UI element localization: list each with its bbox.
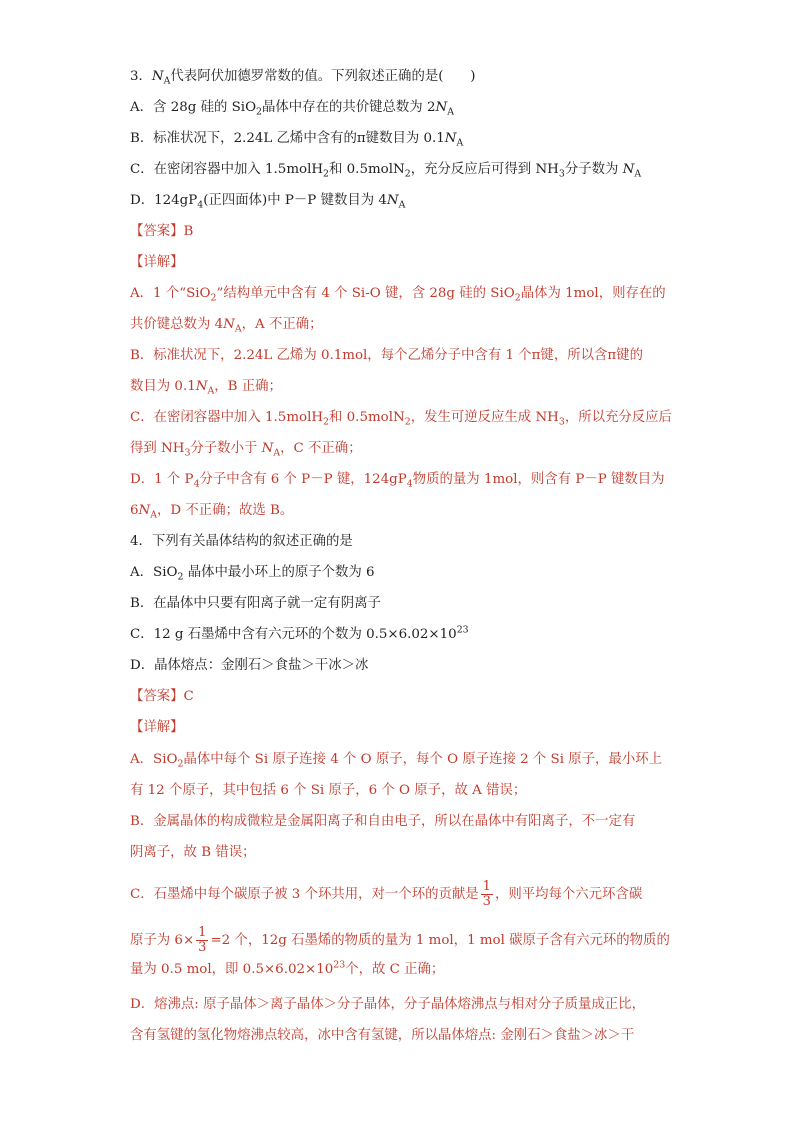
q4-answer: 【答案】C xyxy=(130,689,194,704)
q3-explanation-d-line2: $6N_A$，D 不正确；故选 B。 xyxy=(130,503,294,521)
q3-detail-heading: 【详解】 xyxy=(130,255,184,270)
q3-explanation-b-line2: 数目为 $0.1N_A$，B 正确； xyxy=(130,379,282,397)
q4-detail-heading: 【详解】 xyxy=(130,720,184,735)
q3-option-b: B．标准状况下，2.24L 乙烯中含有的π键数目为 $0.1N_A$ xyxy=(130,131,464,149)
q4-option-a: A．SiO$_2$ 晶体中最小环上的原子个数为 6 xyxy=(130,565,375,583)
q4-explanation-d-line2: 含有氢键的氢化物熔沸点较高，冰中含有氢键，所以晶体熔点: 金刚石＞食盐＞冰＞干 xyxy=(130,1028,635,1043)
q3-option-c: C．在密闭容器中加入 1.5molH$_2$和 0.5molN$_2$，充分反应后可得到 $NH_3$分子数为 $N_A$ xyxy=(130,162,642,180)
fraction-one-third-2: $\frac{1}{3}$ xyxy=(198,925,207,955)
q3-option-d: D．$124gP_4$(正四面体)中 P－P 键数目为 $4N_A$ xyxy=(130,193,406,211)
q4-option-d: D．晶体熔点：金刚石＞食盐＞干冰＞冰 xyxy=(130,658,369,673)
q4-explanation-c-line1: C．石墨烯中每个碳原子被 3 个环共用，对一个环的贡献是 $\frac{1}{3}$ ，则平均每个六元环含碳 xyxy=(130,879,643,909)
q4-explanation-b-line2: 阴离子，故 B 错误； xyxy=(130,845,256,860)
q3-explanation-a-line2: 共价键总数为 $4N_A$，A 不正确； xyxy=(130,317,323,335)
q3-explanation-a-line1: A．1 个“SiO$_2$”结构单元中含有 4 个 Si-O 键，含 28g 硅的 SiO$_2$晶体为 1mol，则存在的 xyxy=(130,286,666,304)
q4-explanation-d-line1: D．熔沸点: 原子晶体＞离子晶体＞分子晶体，分子晶体熔沸点与相对分子质量成正比， xyxy=(130,997,645,1012)
q3-explanation-c-line2: 得到 $NH_3$分子数小于 $N_A$，C 不正确； xyxy=(130,441,362,459)
q4-option-b: B．在晶体中只要有阳离子就一定有阴离子 xyxy=(130,596,381,611)
q4-option-c: C．12 g 石墨烯中含有六元环的个数为 $0.5\times 6.02\times 10^{23}$ xyxy=(130,624,469,642)
q4-explanation-b-line1: B．金属晶体的构成微粒是金属阳离子和自由电子，所以在晶体中有阳离子，不一定有 xyxy=(130,814,636,829)
q4-explanation-a-line1: A．SiO$_2$晶体中每个 Si 原子连接 4 个 O 原子，每个 O 原子连接 2 个 Si 原子，最小环上 xyxy=(130,752,662,770)
q4-explanation-c-line3: 量为 0.5 mol，即 $0.5\times 6.02\times 10^{23}$个，故 C 正确； xyxy=(130,959,445,977)
q3-option-a: A．含 28g 硅的 SiO$_2$晶体中存在的共价键总数为 $2N_A$ xyxy=(130,100,454,118)
q3-stem: 3．$N_A$代表阿伏加德罗常数的值。下列叙述正确的是( ) xyxy=(130,69,476,87)
q3-explanation-c-line1: C．在密闭容器中加入 1.5molH$_2$和 0.5molN$_2$，发生可逆反应生成 $NH_3$，所以充分反应后 xyxy=(130,410,672,428)
fraction-one-third: $\frac{1}{3}$ xyxy=(482,879,491,909)
q4-stem: 4．下列有关晶体结构的叙述正确的是 xyxy=(130,534,353,549)
q3-explanation-b-line1: B．标准状况下，2.24L 乙烯为 0.1mol，每个乙烯分子中含有 1 个π键，所以含π键的 xyxy=(130,348,643,363)
q3-explanation-d-line1: D．1 个 $P_4$分子中含有 6 个 P－P 键，$124gP_4$物质的量为 1mol，则含有 P－P 键数目为 xyxy=(130,472,665,490)
q3-answer: 【答案】B xyxy=(130,224,194,239)
q4-explanation-c-line2: 原子为 6× $\frac{1}{3}$ =2 个，12g 石墨烯的物质的量为 1 mol，1 mol 碳原子含有六元环的物质的 xyxy=(130,925,670,955)
q4-explanation-a-line2: 有 12 个原子，其中包括 6 个 Si 原子，6 个 O 原子，故 A 错误； xyxy=(130,783,527,798)
